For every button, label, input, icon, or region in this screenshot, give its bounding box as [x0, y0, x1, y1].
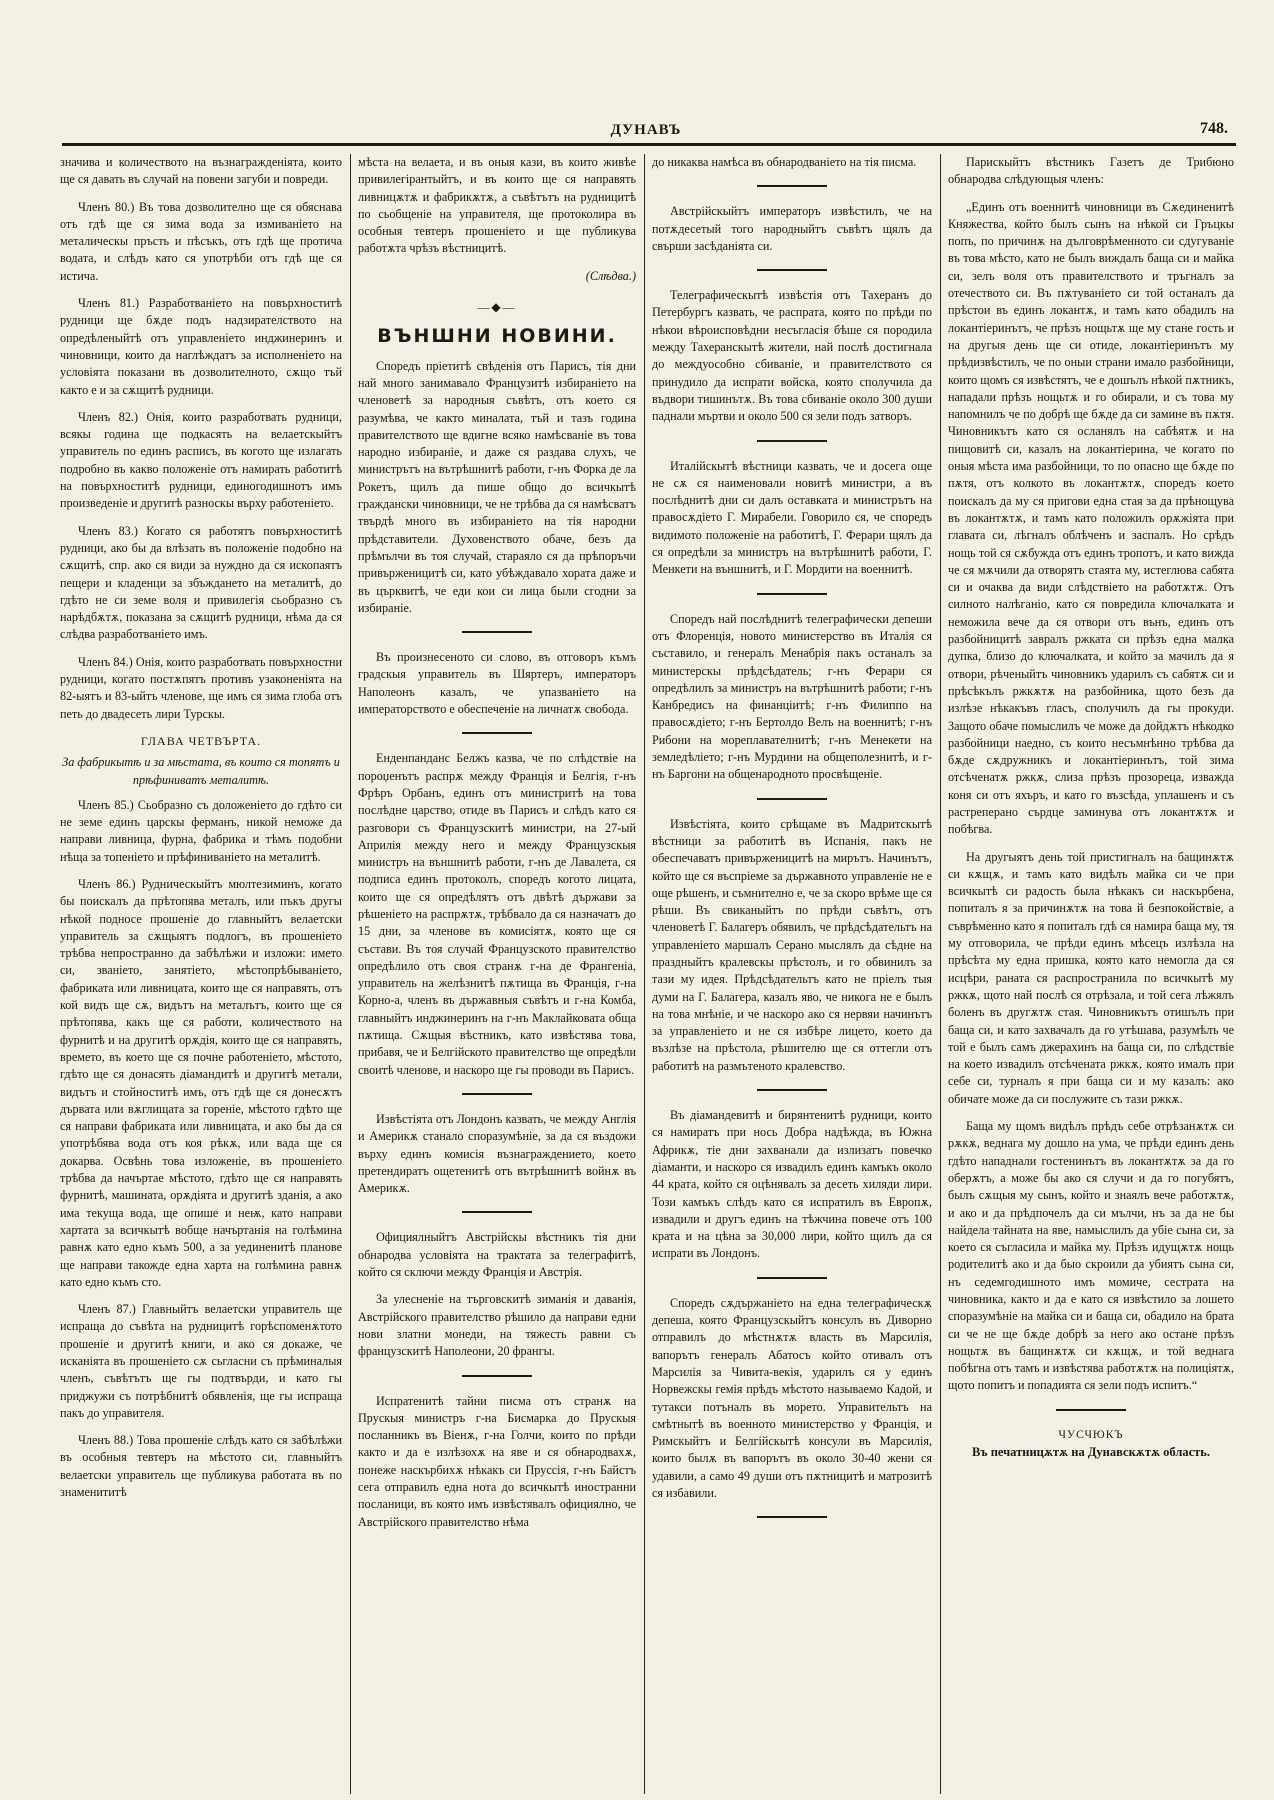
- article-86: Членъ 86.) Рудническыйтъ мюлтезиминъ, когато бы поискалъ да прѣтопява металъ, или пъкъ другы нѣкой подносе прошенiе до главныйтъ велаетски управитель за сѫщыятъ подлогъ, въ прошенiето трѣбва непространно да забѣлѣжи и изложи: името си, званiето, занятiето, мѣстопрѣбыванiето, фабриката или ливницата, които ще ся направять, отъ кой видъ ще сѫ, видътъ на металътъ, които ще ся прѣтопява, какъ ще ся работи, количеството на фурнитѣ и на другитѣ орѫдiя, които ще ся направять, времето, въ което ще ся почне работенiето, мѣстото, гдѣто ще ся донасять дiамандитѣ и другитѣ метали, видътъ и стойноститѣ имъ, отъ гдѣ ще ся донесѫтъ дървата или вѫглищата за горенiе, мѣстото гдѣто ще ся направи фабриката или ливницата, и ако бы да ся употрѣбява вода отъ коя рѣкѫ, или вада ще ся докарва. Освѣнь това изложенiе, въ прошенiето трѣбва да начъртае мѣстото, гдѣто ще ся направять фурнитѣ, машината, орѫдiята и другитѣ зданiя, а ако има текуща вода, ще опише и неѭ, като направи хартата за всичкытѣ вобще начъртанiя на голѣмина равнѫ като едно къмъ 500, а за уединенитѣ планове ще направи такожде една харта на голѣмина равнѫ като едно къмъ сто.: [60, 876, 342, 1289]
- column-4: [948, 154, 1234, 1794]
- column-divider: [644, 154, 645, 1794]
- news-separator: [462, 1211, 532, 1213]
- article-84: Членъ 84.) Онiя, които разработвать повърхностни рудници, когато постѫпятъ противъ узаконенiята на 82-ыятъ и 83-ыйтъ членове, ще имъ ся зима глоба отъ петь до двадесеть лири Турскы.: [60, 654, 342, 721]
- ornament-divider: —◆—: [477, 300, 517, 315]
- news-separator: [757, 440, 827, 442]
- news-item: Испратенитѣ тайни писма отъ странѫ на Прускыя министръ г-на Бисмарка до Прускыя посланникъ въ Вiенѫ, г-на Голчи, които по прѣди както и да е излѣзохѫ на яве и ся обнародвахѫ, понеже наскърбихѫ нѣкакъ си Пруссiя, г-нъ Байстъ сега отправилъ една нота до всичкытѣ иностранни посланици, въ която имъ извѣстявалъ официялно, че Австрiйского правителство нѣма: [358, 1393, 636, 1529]
- chapter-subtitle: За фабрикытѣ и за мѣстата, въ които ся топятъ и прѣфиниватъ металитѣ.: [62, 755, 340, 787]
- news-item: Австрiйскыйтъ императоръ извѣстилъ, че на потѫдесетый того народныйтъ съвѣтъ щялъ да свърши засѣданiята си.: [652, 204, 932, 253]
- column-3: [652, 154, 932, 1794]
- columns: [56, 154, 1236, 1794]
- news-separator: [757, 1089, 827, 1091]
- news-item: Извѣстiята, които срѣщаме въ Мадритскытѣ вѣстници за работитѣ въ Испанiя, пакъ не обеспечаватъ привърженицитѣ на мирътъ. Начинътъ, който ще ся въспрiеме за държавното управленiе не е още рѣшенъ, и съмнително е, че за скоро врѣме ще ся рѣши. Въ свиканыйтъ по прѣди съвѣтъ, отъ членоветѣ Г. Балагеръ обявилъ, че прѣдсѣдательтъ на управленiето маршалъ Серано мыслялъ да сѣдне на праздныйтъ кралевскы прѣстолъ, и го обвинилъ за тази му идея. Прѣдсѣдательтъ като не прiелъ тыя думи на Г. Балагера, казалъ яво, че никога не е былъ на това мнѣнiе, и че наскоро ако ся нервяи начинътъ за управленiето и не ся избѣре лицето, което да възлѣзе на прѣстола, рѣшителю ще ся оттегли отъ работитѣ на размътеното кралевство.: [652, 816, 932, 1073]
- header-rule: [62, 143, 1236, 146]
- column-divider: [350, 154, 351, 1794]
- article-81: Членъ 81.) Разработванiето на повърхноститѣ рудници ще бѫде подъ надзирателството на опредѣленыйтѣ отъ управленiето инджинеринъ и чиновници, които да наглѣждатъ за исполненiето на условiята показани въ дозволителното, сѫщо тъй както е и за сѫщитѣ рудници.: [60, 296, 342, 397]
- article-80: Членъ 80.) Въ това дозволително ще ся обяснава отъ гдѣ ще ся зима вода за измиванiето на металическы пръсть и пѣсъкъ, отъ гдѣ ще протича водата, и слѣдъ като ся употрѣби отъ гдѣ ще ся истича.: [60, 199, 342, 283]
- paragraph: значива и количеството на възнагражденiята, които ще ся давать въ случай на повени загуби и повреди.: [60, 155, 342, 187]
- news-item: Споредъ прiетитѣ свѣденiя отъ Парисъ, тiя дни най много занимавало Французитѣ избиранiето на членоветѣ за народныя съвѣтъ, отъ което ся разумѣва, че както миналата, тъй и тазъ година правителството ще вдигне всяко намѣсванiе въ това народно избиранiе, и даже ся раздава слухъ, че министрътъ на вътрѣшнитѣ работи, г-нъ Форка де ла Рокетъ, щилъ да пише общо до всичкытѣ граждански чиновници, че не трѣбва да ся намѣсватъ твърдѣ много въ избиранiето на тiя народни прѣдставители. Духовенството обаче, безъ да прѣмълчи въ тоя случай, стараяло ся да прѣпоръчи привърженицитѣ си, като убѣждавало хората даже и въ църквитѣ, че еди кои си лица были сгодни за избиранiе.: [358, 358, 636, 615]
- news-item: Въ дiамандевитѣ и бирянтенитѣ рудници, които ся намиратъ при нось Добра надѣжда, въ Южна Африкѫ, тiе дни захванали да излизатъ повечко дiаманти, и наскоро ся извадилъ единъ камъкъ около 44 крата, който ся оцѣнявалъ за десеть хиляди лири. Този камъкъ слѣдъ като ся испратилъ въ Европѫ, извадили и другъ единъ на тѣжчина повече отъ 100 крата и на цѣна за 30,000 лири, който щилъ да ся испрати въ Лондонъ.: [652, 1108, 932, 1261]
- news-item: Въ произнесеното си слово, въ отговоръ къмъ градскыя управитель въ Шяртеръ, императоръ Наполеонъ казалъ, че упазванiето на императорството е обеспеченiе на личнатѫ свобода.: [358, 650, 636, 717]
- news-separator: [757, 798, 827, 800]
- page-number: 748.: [1200, 120, 1228, 137]
- news-separator: [462, 732, 532, 734]
- news-separator: [757, 1516, 827, 1518]
- printer-name: ЧУСЧЮКЪ: [1058, 1428, 1124, 1441]
- news-separator: [1056, 1409, 1126, 1411]
- news-separator: [757, 593, 827, 595]
- newspaper-page: [56, 110, 1236, 1800]
- news-item: Официялныйтъ Австрiйскы вѣстникъ тiя дни обнародва условiята на трактата за телеграфитѣ, който ся сключи между Францiя и Австрiя.: [358, 1230, 636, 1280]
- news-separator: [757, 185, 827, 187]
- column-2: [358, 154, 636, 1794]
- story-paragraph: „Единъ отъ военнитѣ чиновници въ Сѫединенитѣ Княжества, който былъ сынъ на нѣкой си Гръцкы попъ, по причинѫ на дълговрѣменното си сдугуванiе въ това мѣсто, като не былъ виждалъ баща си и майка си, зелъ воля отъ правителството и тръгналъ за отечеството си. Въ пѫтуванiето си той останалъ да прѣстои въ единъ локантѫ, и тамъ като обадилъ на локантiеринътъ, че прѣзъ нощьтѫ ще му стане гость и на другыя день ще си отиде, локантiеринътъ му прѣдизвѣстилъ, че по оныи страни имало разбойници, които щомъ ся извѣстятъ, че е дошълъ нѣкой пѫтникъ, нападали прѣзъ нощьтѫ и го обирали, и съ това му напомнилъ че по добрѣ ще бѫде да си замине въ пѫтя. Чиновникътъ като ся осланялъ на сабѣятѫ и на пищовитѣ си, казалъ на локантiерина, че когато по оныя мѣста има разбойници, то по опасно ще бѫде по пѫтя, отъ колкото въ локантѫтѫ, споредъ което поискалъ да му ся пригови една стая за да прѣнощува въ локантѫтѫ, и тамъ като положилъ орѫжiята при главата си, лѣгналъ облѣченъ и заспалъ. Но срѣдъ нощь той ся сѫбужда отъ единъ тропотъ, и като вижда че ся мѫчили да отворятъ стаята му, истеглюва сабята си и очаква да види слѣдствiето на работѫтѫ. Отъ силното налѣганiо, като ся повредила ключалката и неможила вече да ся отвори отъ вънъ, единъ отъ разбойницитѣ завралъ ржката си прѣзъ една малка дупка, близо до ключалката, и който за мачилъ да я отвори, рѣченыйтъ чиновникъ ударилъ съ сабятѫ си и прѣсѣкълъ ржкѫтѫ на разбойника, щото безъ да излѣзе нѣкакъвъ гласъ, сполучилъ да гы прокуди. Защото обаче помыслилъ че може да дойдѫтъ нѣкодко разбойници наедно, съ които несъмнѣнно трѣбва да бѫде сѫдружникъ и локантiеринътъ, той зима отсѣченатѫ ржкѫ, слиза прѣзъ прозореца, изважда коня си отъ яхъръ, и като го възсѣда, уплашенъ и съ растреперано сърдце заминува отъ локантѫтѫ и побѣгва.: [948, 199, 1234, 837]
- paragraph: до никаква намѣса въ обнародванiето на тiя писма.: [652, 155, 917, 169]
- news-separator: [462, 631, 532, 633]
- column-divider: [940, 154, 941, 1794]
- news-separator: [757, 269, 827, 271]
- news-item: Италiйскытѣ вѣстници казвать, че и досега още не сѫ ся наименовали новитѣ министри, а въ послѣднитѣ дни си далъ оставката и министрътъ на правосѫдiето Г. Мирабели. Говорило ся, че споредъ видимото положенiе на работитѣ, Г. Ферари щялъ да ся опредѣли за министръ на вътрѣшнитѣ работи, Г. Менкети на външнитѣ, и Г. Мордити на военнитѣ.: [652, 458, 932, 577]
- chapter-heading: ГЛАВА ЧЕТВЪРТА.: [140, 733, 262, 748]
- article-85: Членъ 85.) Сьобразно съ доложенiето до гдѣто си не земе единъ царскы ферманъ, никой неможе да направи ливница, фурна, фабрика и тѣмъ подобни нѣща за топенiето и прѣфиниванiето на металитѣ.: [60, 797, 342, 864]
- news-separator: [462, 1093, 532, 1095]
- masthead: ДУНАВЪ: [610, 122, 682, 138]
- news-item: Споредъ най послѣднитѣ телеграфически депеши отъ Флоренцiя, новото министерство въ Италiя ся съставило, и генералъ Менабрiя пакъ останалъ за министерскы прѣдсѣдатель; г-нъ Ферари ся опредѣлилъ за министръ на вътрѣшнитѣ работи; г-нъ Канбредисъ на финанцiитѣ; г-нъ Филиппо на правосѫдiето; г-нъ Бертолдо Велъ на военнитѣ; г-нъ Рибони на мореплавателнитѣ; г-нъ Менекети на земледѣлiето; г-нъ Мурдини на общеполезнитѣ, и г-нъ Баргони на общенародното просвѣщенiе.: [652, 611, 932, 782]
- news-separator: [757, 1277, 827, 1279]
- news-item: Парискыйтъ вѣстникъ Газетъ де Трибюно обнародва слѣдующыя членъ:: [948, 155, 1234, 187]
- article-83: Членъ 83.) Когато ся работятъ повърхноститѣ рудници, ако бы да влѣзать въ положенiе подобно на сѫщитѣ, спр. ако ся види за нуждно да ся ископаятъ пещери и кладенци за збъждането на металитѣ, до гдѣто не си земе воля и привилегiя сьобразно съ нарѣдбѫтѫ, показана за сѫщитѣ рудници, нѣма да ся слѣдва разработванiето имъ.: [60, 523, 342, 642]
- news-item: Извѣстiята отъ Лондонъ казвать, че между Англiя и Америкѫ станало споразумѣнiе, за да ся въздожи върху единъ комисiя възнаграждението, което претендиратъ ощетенитѣ отъ вътрѣшнитѣ войнѫ въ Америкѫ.: [358, 1111, 636, 1196]
- news-separator: [462, 1375, 532, 1377]
- page-header: [56, 110, 1236, 146]
- story-paragraph: Баща му щомъ видѣлъ прѣдъ себе отрѣзанѫтѫ си рѫкѫ, веднага му дошло на ума, че прѣди единъ день гдѣто нападнали гостенинътъ въ локантѫтѫ за да го оберѫтъ, а може бы ако ся случи и да го погубятъ, былъ сѫщыя му сынъ, който и знаялъ вече работѫтѫ, и ако и да прѣдпочелъ да си мълчи, нъ за да не бы найдела тайната на яве, намыслилъ да убiе сына си, за което ся съгласила и майка му. Прѣзъ идущѫтѫ нощь родителитѣ ако и да быо скроили да убиятъ сына си, нъ седемгодишното имъ момиче, сестрата на чиновника, както и да е като ся извѣстило за лошето споразумѣнiе на майка си и баща си, обадило на брата си че не ще бѫде добрѣ за него ако остане прѣзъ нощьтѫ въ бащинѫтѫ си кѫщѫ, и той веднага побѣгна отъ тамъ и извѣстява работѫтѫ на полицiятѫ, щото попитъ и попадията ся зели подъ испитъ.“: [948, 1119, 1234, 1393]
- news-item: Телеграфическытѣ извѣстiя отъ Тахеранъ до Петербургъ казвать, че распрата, която по прѣди по нѣкои вѣроисповѣдни несъгласiя бѣше ся породила между Тахеранскытѣ жители, най послѣ достигнала до междуособно сбиванiе, и правителството ся принудило да испрати войска, която сполучила да въдвори тишинътѫ. Въ това сбиванiе около 300 души паднали мъртви и около 500 ся зели подъ затворъ.: [652, 288, 932, 424]
- news-item: За улесненiе на търговскитѣ зиманiя и даванiя, Австрiйского правителство рѣшило да направи едни нови златни монеди, на тяжесть равни съ французскитѣ Наполеони, 20 франгы.: [358, 1292, 636, 1359]
- continued-note: (Слѣдва.): [585, 268, 636, 283]
- news-item: Енденпанданс Белжъ казва, че по слѣдствiе на пороџенътъ распрѫ между Францiя и Белгiя, г-нъ Фрѣръ Орбанъ, единъ отъ министритѣ на това послѣдне царство, отиде въ Парисъ и слѣдъ като ся разговори съ Французскитѣ министри, на 27-ый Априлiя между него и между Французскыя министръ на външнитѣ работи, г-нъ де Лавалета, ся подписа единъ протоколъ, споредъ когото лицата, които ще ся опредѣлятъ отъ двѣтѣ държави за рѣшенiето на распрѫтѫ, трѣбвало да ся назначатъ до 15 дни, за членове въ комисiятѫ, която ще ся състави. Въ тоя случай Французското правителство опредѣлило отъ своя странѫ г-на де Франгенiа, управитель на желѣзнитѣ пѫтища въ Францiя, г-на Корно-а, членъ въ държавныя съвѣтъ и г-на Комба, главныйтъ инджинеринъ на г-нъ Маклайковата обща пѫтища. Сѫщыя вѣстникъ, като извѣстява това, прибавя, че и Белгiйското правителство ще опредѣли своитѣ членове, и наскоро ще гы проводи въ Парисъ.: [358, 751, 636, 1077]
- article-87: Членъ 87.) Главныйтъ велаетски управитель ще испраща до съвѣта на рудницитѣ горѣспоменѫтото прошенiе и другитѣ книги, и ако ся докаже, че исканiята въ прошенiето сѫ сьгласни съ прѣминалыя членъ, съвѣтътъ ще гы подтвърди, и като гы приджужи съ потрѣбнитѣ обявленiя, ще гы испраща пакъ до управителя.: [60, 1302, 342, 1420]
- article-88: Членъ 88.) Това прошенiе слѣдъ като ся забѣлѣжи въ особныя тевтеръ на мѣстото си, главныйтъ велаетски управитель ще публикува работата въ по знаменититѣ: [60, 1433, 342, 1500]
- paragraph: мѣста на велаета, и въ оныя кази, въ които живѣе привилегiрантыйтъ, и въ които ще ся направять ливницѫтѫ и фабрикѫтѫ, а съвѣтътъ на рудницитѣ по сьобщенiе на управителя, ще протоколира въ особныя тевтеръ прошенiето и ще публикува работѫта чрѣзъ вѣстницитѣ.: [358, 155, 636, 256]
- column-1: [60, 154, 342, 1794]
- section-title: ВЪНШНИ НОВИНИ.: [377, 325, 617, 348]
- printer-imprint: Въ печатницѫтѫ на Дунавскѫтѫ область.: [971, 1445, 1211, 1460]
- news-item: Споредъ сѫдържанiето на една телеграфическѫ депеша, която Французскыйтъ консулъ въ Диворно отправилъ до мѣстнѫтѫ власть въ Марсилiя, вапорътъ генералъ Абатосъ който отивалъ отъ Марсилiя за Чивита-векiя, ударилъ ся у единъ Норвежскы гемiя прѣдъ мѣстото называемо Кадой, и тутакси потъналъ въ морето. Управительтъ на смѣтнытѣ въ военното министерство у Францiя, и Римскыйтъ и Белгiйскытѣ консули въ Марсилiя, които былѫ въ вапорътъ въ около 30-40 жени ся удавили, а само 49 души отъ пѫтницитѣ и матрозитѣ ся избавили.: [652, 1295, 932, 1500]
- story-paragraph: На другыятъ день той пристигналъ на бащинѫтѫ си кѫщѫ, и тамъ като видѣлъ майка си че при всичкытѣ си радость была нѣкакъ си наскърбена, попиталъ я за причинѫтѫ на това й безпокойствiе, а съврѣменно като я попиталъ гдѣ ся намира баща му, тя му отговорила, че прѣди единъ мѣсецъ излѣзла на прѣсѣта му една пришка, която като немогла да ся исцѣри, раната ся распространила по всичкытѣ му ржкѫ, щото най послѣ ся отрѣзала, и той сега лѣжялъ боленъ въ другѫтѫ стая. Чиновникътъ отишълъ при баща си, и като захвачалъ да го утѣшава, разумѣлъ че той е былъ самъ джерахинъ на баща си, по слѣдствiе на което извадилъ отсѣчената ржкѫ, която ималъ при себе си, турналъ я при баща си и му казалъ: ако обичате може да си послужите съ тази ржкѫ.: [948, 849, 1234, 1106]
- article-82: Членъ 82.) Онiя, които разработвать рудници, всякы година ще подкасять на велаетскыйтъ управитель по единъ расписъ, въ когото ще излагать подробно въ какво положенiе отъ намирать работитѣ на повърхноститѣ рудници, единогодишнотъ имъ произведенiе и другитѣ разноскы върху работенiето.: [60, 409, 342, 511]
